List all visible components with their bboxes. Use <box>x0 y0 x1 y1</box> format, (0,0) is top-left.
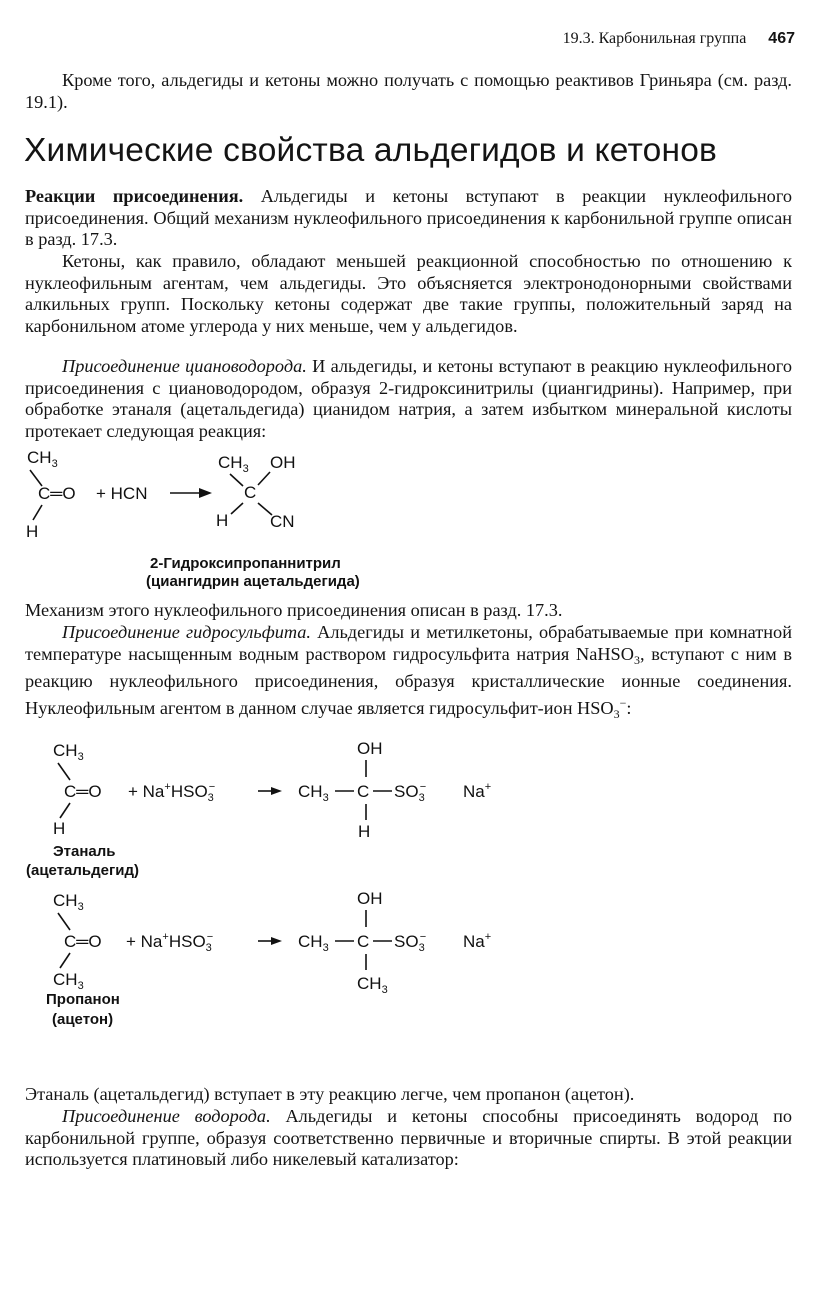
page-number: 467 <box>768 30 795 47</box>
running-head-section: 19.3. Карбонильная группа <box>562 30 747 47</box>
bs2-product-ch3: $CH_3$ <box>357 974 388 996</box>
comparison-note: Этаналь (ацетальдегид) вступает в эту реакцию легче, чем пропанон (ацетон). <box>25 1084 635 1104</box>
hcn-reactant-ch3: $CH_3$ <box>27 448 58 470</box>
bisulfite-text-3: : <box>626 697 632 718</box>
bs2-caption-line1: Пропанон <box>46 991 120 1008</box>
hcn-heading: Присоединение циановодорода. <box>62 356 307 376</box>
bs1-caption-line1: Этаналь <box>53 843 116 860</box>
bisulfite-text-2: , вступают с ним в реакцию нуклеофильного присоединения, образуя кристаллические ионные соединения. Нуклеофильным агентом в данном случае является гидросульфит-ион HSO <box>25 643 792 718</box>
hydrogen-paragraph <box>25 1106 792 1171</box>
bs2-product-oh: OH <box>357 889 383 908</box>
bs1-counter-ion: Na+ <box>463 781 492 801</box>
bs2-bond-ch3-bottom <box>60 953 70 968</box>
bs1-product-oh: OH <box>357 739 383 758</box>
intro-paragraph: Кроме того, альдегиды и кетоны можно получать с помощью реактивов Гриньяра (см. разд. 19.1). <box>25 70 792 112</box>
addition-reactions-heading: Реакции присоединения. <box>25 186 244 206</box>
hcn-product-oh: OH <box>270 453 296 472</box>
bs1-product-c: C <box>357 782 370 801</box>
hydrogen-text: Альдегиды и кетоны способны присоединять водород по карбонильной группе, образуя соответственно первичные и вторичные спирты. В этой реакции используется платиновый либо никелевый катализатор: <box>25 1106 792 1170</box>
bs2-product-so3: $SO_3-$ <box>394 931 427 954</box>
bs2-bond-ch3-top <box>58 913 70 930</box>
bs1-reactant-ch3: $CH_3$ <box>53 741 84 763</box>
hcn-caption-line1: 2-Гидроксипропаннитрил <box>150 555 341 572</box>
bs2-reactant-carbonyl: C═O <box>64 932 102 951</box>
bisulfite-hso3-sub: 3 <box>613 706 620 721</box>
bs2-caption-line2: (ацетон) <box>52 1011 114 1028</box>
bs1-reactant-carbonyl: C═O <box>64 782 102 801</box>
bs1-caption-line2: (ацетальдегид) <box>26 862 139 879</box>
bisulfite-hso3-charge: − <box>619 695 627 710</box>
hcn-text: И альдегиды, и кетоны вступают в реакцию нуклеофильного присоединения с циановодородом, образуя 2-гидроксинитрилы (циангидрины). Например, при обработке этаналя (ацетальдегида) цианидом натрия, а затем избытком минеральной кислоты протекает следующая реакция: <box>25 356 792 441</box>
bs1-product-ch3: $CH_3$ <box>298 782 329 804</box>
mechanism-note: Механизм этого нуклеофильного присоединения описан в разд. 17.3. <box>25 600 563 620</box>
bisulfite-text-1: Альдегиды и метилкетоны, обрабатываемые при комнатной температуре насыщенным водным раствором гидросульфита натрия NaHSO <box>25 622 792 664</box>
hcn-product-cn: CN <box>270 512 295 531</box>
hcn-reactant-h: H <box>26 522 39 541</box>
hcn-product-h: H <box>216 511 229 530</box>
bs2-reactant-ch3-bottom: $CH_3$ <box>53 970 84 992</box>
section-title: Химические свойства альдегидов и кетонов <box>24 132 718 169</box>
hydrogen-heading: Присоединение водорода. <box>62 1106 271 1126</box>
hcn-reactant-carbonyl: C═O <box>38 484 76 503</box>
hcn-caption-line2: (циангидрин ацетальдегида) <box>146 573 360 590</box>
ketones-paragraph: Кетоны, как правило, обладают меньшей реакционной способностью по отношению к нуклеофильным агентам, чем альдегиды. Это объясняется электронодонорными свойствами алкильных групп. Поскольку кетоны содержат две такие группы, положительный заряд на карбонильном атоме углерода у них меньше, чем у альдегидов. <box>25 251 792 336</box>
bs2-arrowhead <box>271 937 282 945</box>
bs2-counter-ion: Na+ <box>463 931 492 951</box>
bs2-product-c: C <box>357 932 370 951</box>
bs1-product-so3: $SO_3-$ <box>394 781 427 804</box>
bisulfite-nahso3-sub: 3 <box>633 652 640 667</box>
bs1-reactant-h: H <box>53 819 66 838</box>
bs2-reactant-ch3-top: $CH_3$ <box>53 891 84 913</box>
addition-reactions-text: Альдегиды и кетоны вступают в реакции нуклеофильного присоединения. Общий механизм нуклеофильного присоединения к карбонильной группе описан в разд. 17.3. <box>25 186 792 250</box>
bs2-product-ch3-chain: $CH_3$ <box>298 932 329 954</box>
bs1-product-h: H <box>358 822 371 841</box>
bisulfite-heading: Присоединение гидросульфита. <box>62 622 311 642</box>
bs2-reagent: + $Na^+HSO_3-$ <box>126 931 214 954</box>
hcn-product-ch3: $CH_3$ <box>218 453 249 475</box>
hcn-reagent: + HCN <box>96 484 148 503</box>
hcn-product-c: C <box>244 483 257 502</box>
bs1-reagent: + $Na^+HSO_3-$ <box>128 781 216 804</box>
